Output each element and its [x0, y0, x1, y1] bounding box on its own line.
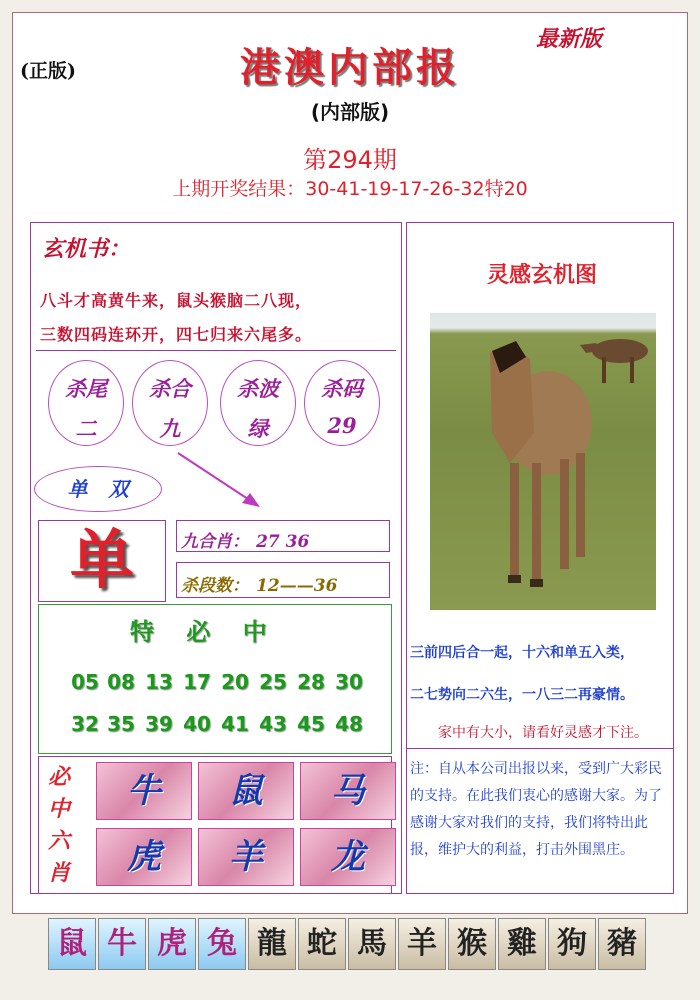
pick-label: 杀波	[237, 376, 279, 401]
zodiac-tile: 兔	[198, 918, 246, 970]
jiuhe-value: 27 36	[256, 532, 310, 552]
notice-text: 注：自从本公司出报以来，受到广大彩民的支持。在此我们衷心的感谢大家。为了感谢大家对我们的支持，我们将特出此报，维护大的利益，打击外围黑庄。	[410, 761, 662, 858]
edition-tag: (正版)	[20, 60, 76, 82]
zodiac-tile: 虎	[148, 918, 196, 970]
pick-oval	[132, 360, 208, 446]
pick-value: 二	[75, 416, 97, 441]
tebi-number: 40	[183, 712, 211, 736]
zodiac-cell	[300, 828, 396, 886]
tebi-number: 32	[71, 712, 99, 736]
tebi-number: 13	[145, 670, 173, 694]
bizhong-label: 六	[47, 828, 70, 854]
shaduan-box	[176, 562, 390, 598]
xuanji-line-2: 三数四码连环开，四七归来六尾多。	[40, 325, 313, 344]
shaduan-value: 12——36	[256, 576, 338, 596]
tebi-number: 41	[221, 712, 249, 736]
zodiac-cell	[198, 828, 294, 886]
zodiac-char: 虎	[127, 837, 161, 877]
last-result: 上期开奖结果：30-41-19-17-26-32特20	[172, 178, 528, 200]
divider	[406, 748, 674, 749]
xuanji-title: 玄机书：	[42, 236, 131, 262]
page-subtitle: (内部版)	[310, 100, 390, 124]
zodiac-char: 鼠	[229, 771, 263, 811]
zodiac-char: 羊	[229, 837, 263, 877]
pick-label: 杀合	[149, 376, 191, 401]
bizhong-label: 肖	[47, 860, 70, 886]
danshuang-oval: 单 双	[34, 466, 162, 512]
tebi-number: 48	[335, 712, 363, 736]
latest-tag: 最新版	[536, 26, 603, 52]
pick-oval	[304, 360, 380, 446]
pick-label: 杀码	[321, 376, 363, 401]
pick-value: 九	[159, 416, 181, 441]
zodiac-tile: 蛇	[298, 918, 346, 970]
jiuhe-label: 九合肖：	[181, 532, 249, 552]
zodiac-tile: 牛	[98, 918, 146, 970]
jiuhe-box	[176, 520, 390, 552]
zodiac-tile: 狗	[548, 918, 596, 970]
page-title: 港澳内部报	[240, 44, 460, 91]
ling-title: 灵感玄机图	[486, 262, 597, 288]
right-note: 家中有大小，请看好灵感才下注。	[438, 725, 648, 741]
dan-big: 单	[70, 523, 134, 598]
zodiac-tile: 猴	[448, 918, 496, 970]
horse-photo	[430, 313, 656, 610]
tebi-number: 39	[145, 712, 173, 736]
pick-label: 杀尾	[65, 376, 107, 401]
tebi-number: 17	[183, 670, 211, 694]
shaduan-label: 杀段数：	[181, 576, 249, 596]
right-poem-line-2: 二七势向二六生，一八三二再豪情。	[410, 687, 634, 703]
zodiac-char: 龙	[331, 837, 365, 877]
pick-oval	[48, 360, 124, 446]
zodiac-char: 牛	[127, 771, 161, 811]
tebi-number: 28	[297, 670, 325, 694]
issue-number: 第294期	[303, 146, 397, 174]
tebi-number: 20	[221, 670, 249, 694]
tebi-number: 05	[71, 670, 99, 694]
zodiac-tile: 鼠	[48, 918, 96, 970]
zodiac-tile: 馬	[348, 918, 396, 970]
tebi-number: 35	[107, 712, 135, 736]
xuanji-line-1: 八斗才高黄牛来，鼠头猴脑二八现，	[40, 291, 313, 310]
tebi-title: 特 必 中	[130, 617, 267, 646]
zodiac-bar	[48, 918, 654, 974]
zodiac-cell	[96, 762, 192, 820]
tebi-number: 08	[107, 670, 135, 694]
pick-value: 绿	[247, 416, 269, 441]
zodiac-tile: 豬	[598, 918, 646, 970]
pick-value: 29	[327, 413, 357, 438]
right-poem-line-1: 三前四后合一起，十六和单五入类，	[410, 645, 634, 661]
zodiac-tile: 雞	[498, 918, 546, 970]
bizhong-label: 必	[47, 764, 70, 790]
bizhong-label: 中	[47, 796, 70, 822]
tebi-number: 43	[259, 712, 287, 736]
horse-icon	[430, 313, 656, 610]
zodiac-cell	[300, 762, 396, 820]
zodiac-tile: 龍	[248, 918, 296, 970]
arrow-icon	[170, 445, 270, 515]
pick-oval	[220, 360, 296, 446]
divider	[36, 350, 396, 351]
zodiac-cell	[96, 828, 192, 886]
tebi-number: 25	[259, 670, 287, 694]
tebi-number: 45	[297, 712, 325, 736]
zodiac-cell	[198, 762, 294, 820]
zodiac-tile: 羊	[398, 918, 446, 970]
zodiac-char: 马	[331, 771, 365, 811]
tebi-number: 30	[335, 670, 363, 694]
